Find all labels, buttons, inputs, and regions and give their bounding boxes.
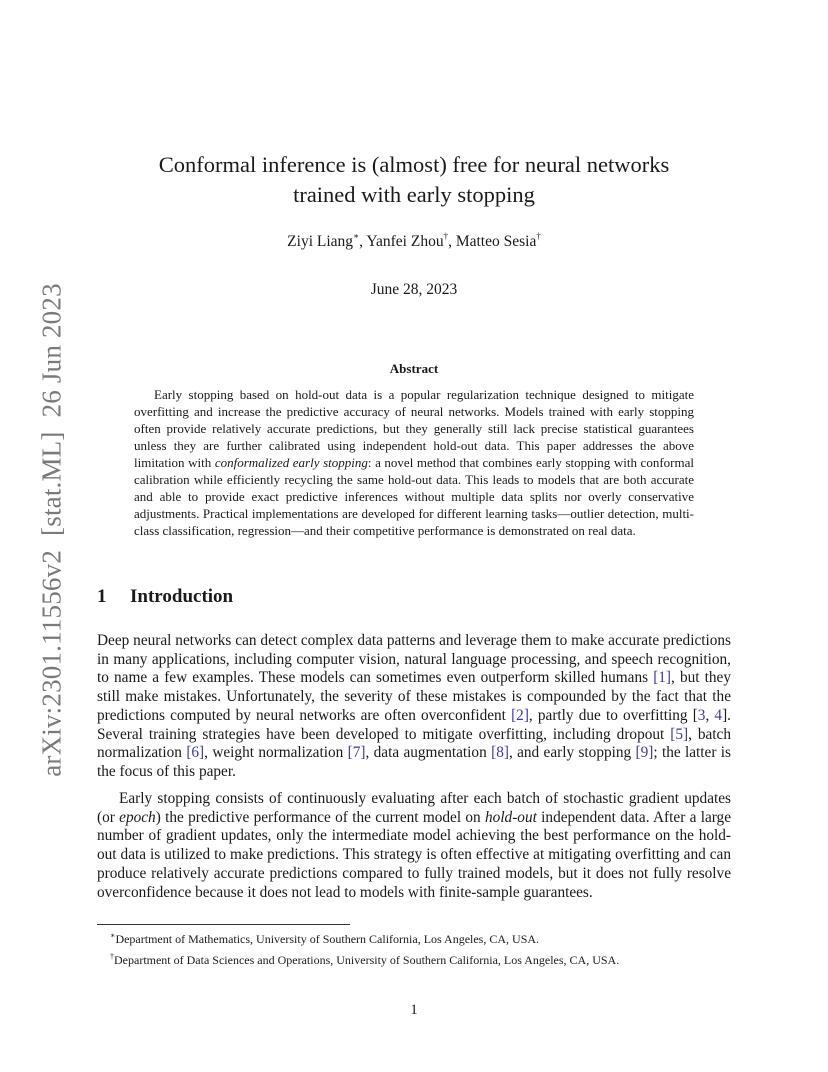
paragraph-text: , partly due to overfitting [ xyxy=(528,706,698,724)
citation-link[interactable]: [7] xyxy=(347,744,366,762)
citation-link[interactable]: [6] xyxy=(186,744,205,762)
footnote-1 xyxy=(97,927,737,948)
paper-date: June 28, 2023 xyxy=(370,281,458,298)
author-name: Matteo Sesia xyxy=(455,233,537,250)
paragraph-text: ]. Several training strategies have been developed to mitigate overfitting, including dropout xyxy=(97,706,731,743)
paragraph-text: independent data. After a large number of gradient updates, only the intermediate model achieving the best performance on the hold-out data is utilized to make predictions. This strategy is often effective at mitigating overfitting and can produce relatively accurate predictions compared to fully trained models, but it does not fully resolve overconfidence because it does not lead to models with finite-sample guarantees. xyxy=(97,808,731,901)
abstract-part: : a novel method that combines early stopping with conformal calibration while efficiently recycling the same hold-out data. This leads to models that are both accurate and able to provide exact predictive inferences without multiple data splits nor overly conservative adjustments. Practical implementations are developed for different learning tasks—outlier detection, multi-class classification, regression—and their competitive performance is demonstrated on real data. xyxy=(134,455,694,538)
section-title: Introduction xyxy=(130,586,234,607)
author-list: Ziyi Liang∗, Yanfei Zhou†, Matteo Sesia† xyxy=(287,231,541,250)
arxiv-date: 26 Jun 2023 xyxy=(36,283,67,418)
emphasis: epoch xyxy=(119,808,156,826)
paragraph-text: , weight normalization xyxy=(204,744,348,762)
citation-link[interactable]: [8] xyxy=(491,744,509,762)
intro-paragraph-2 xyxy=(97,790,731,902)
arxiv-id: arXiv:2301.11556v2 xyxy=(36,549,67,777)
paragraph-text: , batch normalization xyxy=(97,725,731,762)
footnote-mark[interactable]: † xyxy=(536,231,541,241)
citation-link[interactable]: [9] xyxy=(635,744,654,762)
abstract-emphasis: conformalized early stopping xyxy=(214,455,368,470)
title-line-1: Conformal inference is (almost) free for neural networks xyxy=(158,152,670,177)
footnote-mark[interactable]: ∗ xyxy=(353,231,360,241)
arxiv-category: [stat.ML] xyxy=(36,431,67,536)
paragraph-text: , but they still make mistakes. Unfortunately, the severity of these mistakes is compounded by the fact that the predictions computed by neural networks are often overconfident xyxy=(97,669,731,724)
paper-title xyxy=(0,150,828,210)
paragraph-text: , xyxy=(705,706,715,724)
emphasis: hold-out xyxy=(485,808,537,826)
footnote-mark: † xyxy=(110,952,114,961)
footnote-text: Department of Mathematics, University of Southern California, Los Angeles, CA, USA. xyxy=(115,932,540,946)
footnote-2 xyxy=(97,948,737,969)
paragraph-text: Deep neural networks can detect complex data patterns and leverage them to make accurate predictions in many applications, including computer vision, natural language processing, and speech recognition, to name a few examples. These models can sometimes even outperform skilled humans xyxy=(97,632,731,687)
footnote-mark[interactable]: † xyxy=(443,231,449,241)
footnote-text: Department of Data Sciences and Operations, University of Southern California, Los Angeles, CA, USA. xyxy=(114,953,620,967)
paragraph-text: Early stopping consists of continuously evaluating after each batch of stochastic gradient updates (or xyxy=(97,790,731,826)
arxiv-stamp xyxy=(37,283,68,777)
abstract-part: Early stopping based on hold-out data is a popular regularization technique designed to mitigate overfitting and increase the predictive accuracy of neural networks. Models trained with early stopping often provide relatively accurate predictions, but they generally still lack precise statistical guarantees unless they are further calibrated using independent hold-out data. This paper addresses the above limitation with xyxy=(134,387,694,470)
footnote-mark: ∗ xyxy=(110,931,116,940)
paragraph-text: ; the latter is the focus of this paper. xyxy=(97,744,731,780)
citation-link[interactable]: 4 xyxy=(714,706,723,724)
footnote-divider xyxy=(97,924,350,925)
paragraph-text: , and early stopping xyxy=(508,744,636,762)
citation-link[interactable]: [2] xyxy=(511,706,529,724)
section-heading xyxy=(97,586,233,608)
footnotes xyxy=(97,927,737,969)
author-name: Ziyi Liang xyxy=(287,233,354,250)
citation-link[interactable]: [1] xyxy=(653,669,672,687)
abstract-text xyxy=(134,386,694,539)
citation-link[interactable]: [5] xyxy=(670,725,689,743)
intro-paragraph-1 xyxy=(97,632,731,782)
author-name: Yanfei Zhou xyxy=(366,233,444,250)
title-line-2: trained with early stopping xyxy=(293,182,535,207)
paragraph-text: , data augmentation xyxy=(365,744,492,762)
page-number: 1 xyxy=(410,1002,418,1018)
section-number: 1 xyxy=(97,586,107,607)
citation-link[interactable]: 3 xyxy=(697,706,706,724)
abstract-heading: Abstract xyxy=(389,361,439,376)
paragraph-text: ) the predictive performance of the current model on xyxy=(155,808,486,826)
